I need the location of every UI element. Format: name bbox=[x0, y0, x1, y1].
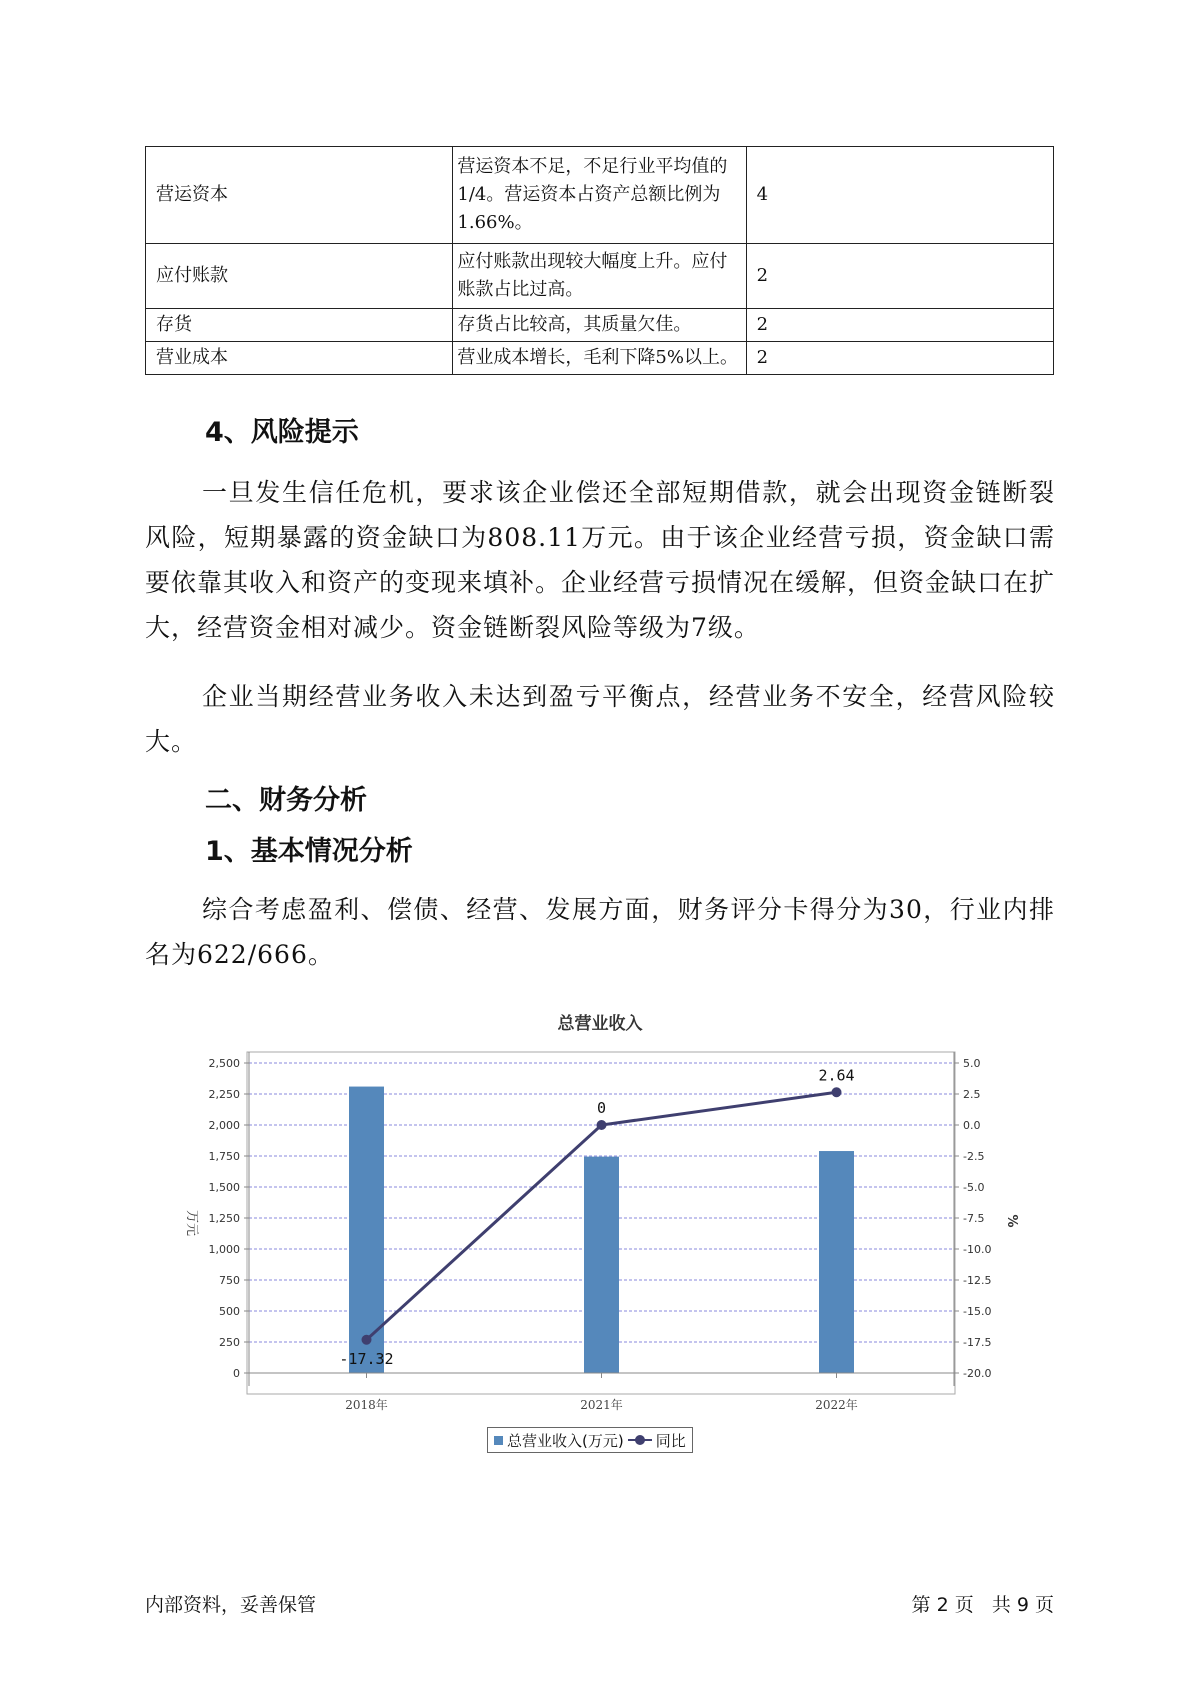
y-right-tick-label: -12.5 bbox=[963, 1274, 992, 1287]
data-label: -17.32 bbox=[339, 1349, 394, 1368]
table-row bbox=[146, 244, 1054, 309]
y-right-tick-label: 5.0 bbox=[963, 1057, 981, 1070]
y-tick-label: 1,000 bbox=[208, 1243, 240, 1256]
risk-paragraph-2: 企业当期经营业务收入未达到盈亏平衡点，经营业务不安全，经营风险较大。 bbox=[145, 682, 1055, 756]
y-tick-label: 1,250 bbox=[208, 1212, 240, 1225]
table-row bbox=[146, 309, 1054, 342]
y-axis-label: 万元 bbox=[184, 1209, 199, 1237]
legend-bar-label: 总营业收入(万元) bbox=[507, 1431, 624, 1450]
yoy-point bbox=[832, 1087, 842, 1097]
y-axis-right-label: % bbox=[1004, 1214, 1019, 1228]
x-tick-label: 2018年 bbox=[345, 1398, 388, 1412]
table-cell-item: 营运资本 bbox=[146, 147, 453, 244]
y-tick-label: 2,250 bbox=[208, 1088, 240, 1101]
x-tick-label: 2022年 bbox=[815, 1398, 858, 1412]
table-cell-desc: 营业成本增长，毛利下降5%以上。 bbox=[453, 342, 746, 375]
risk-table bbox=[145, 146, 1054, 375]
table-cell-desc: 营运资本不足，不足行业平均值的1/4。营运资本占资产总额比例为1.66%。 bbox=[453, 147, 746, 244]
table-cell-desc: 应付账款出现较大幅度上升。应付账款占比过高。 bbox=[453, 244, 746, 309]
table-row bbox=[146, 342, 1054, 375]
footer-page-number: 第 2 页 共 9 页 bbox=[911, 1594, 1054, 1616]
footer-confidential: 内部资料，妥善保管 bbox=[145, 1594, 317, 1616]
y-tick-label: 1,500 bbox=[208, 1181, 240, 1194]
y-right-tick-label: -5.0 bbox=[963, 1181, 985, 1194]
yoy-point bbox=[362, 1335, 372, 1345]
revenue-chart bbox=[170, 1003, 1020, 1433]
table-row bbox=[146, 147, 1054, 244]
table-cell-score: 2 bbox=[746, 244, 1053, 309]
table-cell-score: 2 bbox=[746, 309, 1053, 342]
y-tick-label: 500 bbox=[219, 1305, 240, 1318]
y-right-tick-label: -17.5 bbox=[963, 1336, 992, 1349]
chart-legend bbox=[487, 1427, 693, 1453]
y-right-tick-label: -15.0 bbox=[963, 1305, 992, 1318]
y-tick-label: 2,000 bbox=[208, 1119, 240, 1132]
data-label: 2.64 bbox=[818, 1066, 855, 1085]
legend-line-swatch bbox=[628, 1434, 652, 1446]
y-right-tick-label: -10.0 bbox=[963, 1243, 992, 1256]
y-tick-label: 0 bbox=[233, 1367, 240, 1380]
basic-analysis-paragraph: 综合考虑盈利、偿债、经营、发展方面，财务评分卡得分为30，行业内排名为622/666。 bbox=[145, 895, 1055, 969]
table-cell-score: 4 bbox=[746, 147, 1053, 244]
bar bbox=[819, 1151, 854, 1373]
table-cell-item: 存货 bbox=[146, 309, 453, 342]
y-right-tick-label: -20.0 bbox=[963, 1367, 992, 1380]
risk-paragraph-1: 一旦发生信任危机，要求该企业偿还全部短期借款，就会出现资金链断裂风险，短期暴露的资金缺口为808.11万元。由于该企业经营亏损，资金缺口需要依靠其收入和资产的变现来填补。企业经营亏损情况在缓解，但资金缺口在扩大，经营资金相对减少。资金链断裂风险等级为7级。 bbox=[145, 478, 1056, 642]
sub-heading-basic: 1、基本情况分析 bbox=[205, 836, 413, 867]
y-tick-label: 2,500 bbox=[208, 1057, 240, 1070]
legend-line-label: 同比 bbox=[655, 1431, 686, 1450]
table-cell-item: 应付账款 bbox=[146, 244, 453, 309]
section-heading-risk: 4、风险提示 bbox=[205, 417, 359, 448]
bar bbox=[584, 1157, 619, 1373]
chart-title: 总营业收入 bbox=[557, 1014, 643, 1034]
table-cell-desc: 存货占比较高，其质量欠佳。 bbox=[453, 309, 746, 342]
y-tick-label: 250 bbox=[219, 1336, 240, 1349]
yoy-point bbox=[597, 1120, 607, 1130]
y-right-tick-label: 2.5 bbox=[963, 1088, 981, 1101]
x-tick-label: 2021年 bbox=[580, 1398, 623, 1412]
y-right-tick-label: -7.5 bbox=[963, 1212, 985, 1225]
table-cell-item: 营业成本 bbox=[146, 342, 453, 375]
y-tick-label: 750 bbox=[219, 1274, 240, 1287]
legend-bar-swatch bbox=[494, 1436, 503, 1445]
table-cell-score: 2 bbox=[746, 342, 1053, 375]
y-right-tick-label: 0.0 bbox=[963, 1119, 981, 1132]
y-tick-label: 1,750 bbox=[208, 1150, 240, 1163]
data-label: 0 bbox=[596, 1099, 607, 1117]
section-heading-financial: 二、财务分析 bbox=[205, 785, 367, 816]
y-right-tick-label: -2.5 bbox=[963, 1150, 985, 1163]
